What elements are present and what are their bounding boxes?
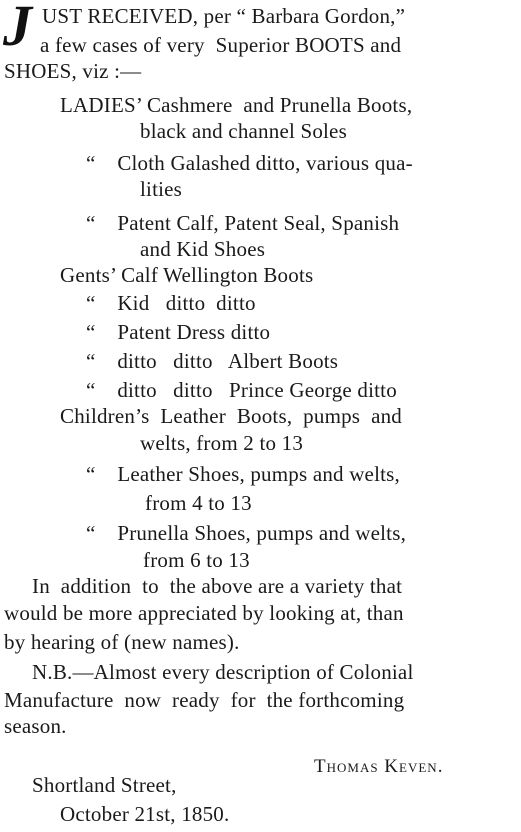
ad-line: lities [140,177,183,201]
ad-line: “ Prunella Shoes, pumps and welts, [86,521,407,545]
address: Shortland Street, [32,773,177,797]
date-line: October 21st, 1850. [60,802,230,826]
ad-line: In addition to the above are a variety that [32,574,403,598]
ad-line: season. [4,714,67,738]
ad-line: LADIES’ Cashmere and Prunella Boots, [60,93,413,117]
ad-line: and Kid Shoes [140,237,266,261]
ad-line: would be more appreciated by looking at, than [4,601,404,625]
ad-line: Manufacture now ready for the forthcoming [4,688,405,712]
ad-line: by hearing of (new names). [4,630,240,654]
ad-line: “ ditto ditto Prince George ditto [86,378,397,402]
ad-line: “ ditto ditto Albert Boots [86,349,339,373]
ad-line: “ Cloth Galashed ditto, various qua- [86,151,413,175]
ad-line: “ Kid ditto ditto [86,291,256,315]
ad-line: welts, from 2 to 13 [140,431,304,455]
ad-line: “ Patent Dress ditto [86,320,271,344]
ad-line: from 4 to 13 [145,491,252,515]
ad-line: black and channel Soles [140,119,347,143]
ad-line: UST RECEIVED, per “ Barbara Gordon,” [42,4,406,28]
ad-line: “ Leather Shoes, pumps and welts, [86,462,400,486]
ad-line: N.B.—Almost every description of Colonial [32,660,414,684]
ad-line: Children’s Leather Boots, pumps and [60,404,403,428]
signature: Thomas Keven. [314,756,444,777]
ad-line: SHOES, viz :— [4,59,142,83]
ad-line: Gents’ Calf Wellington Boots [60,263,314,287]
ad-line: from 6 to 13 [143,548,250,572]
ad-line: “ Patent Calf, Patent Seal, Spanish [86,211,400,235]
drop-cap-letter: J [3,0,32,58]
ad-line: a few cases of very Superior BOOTS and [40,33,402,57]
